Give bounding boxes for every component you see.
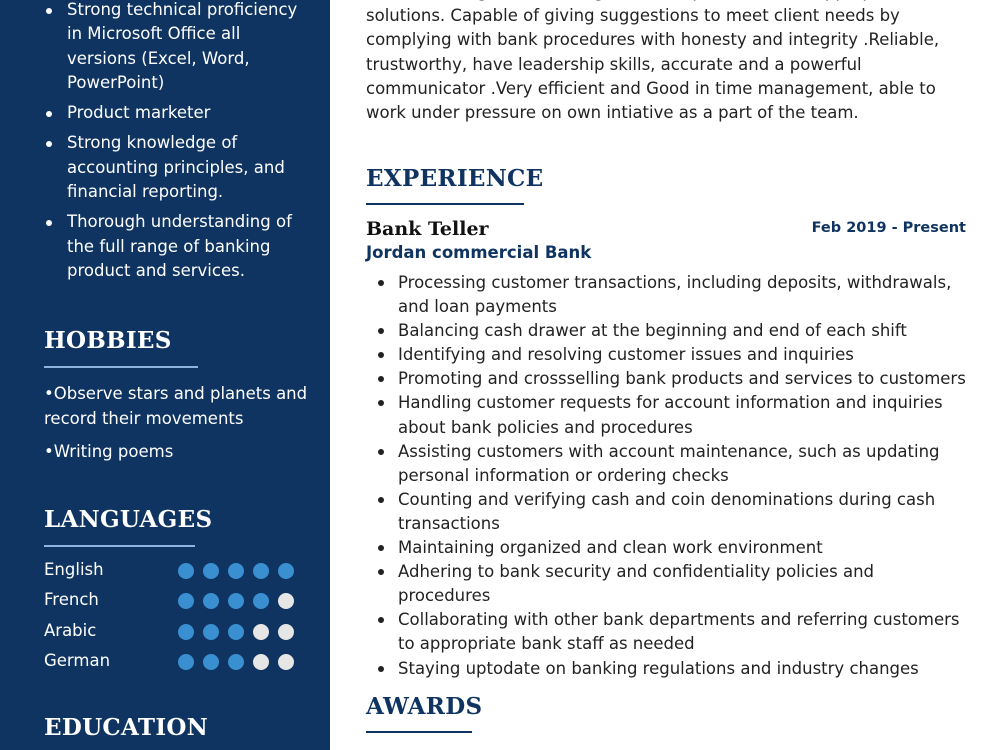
level-dot-empty [278, 593, 294, 609]
level-dot-filled [228, 624, 244, 640]
hobbies-rule [44, 366, 198, 368]
duty-item: Processing customer transactions, including deposits, withdrawals, and loan payments [366, 271, 966, 319]
duty-item: Balancing cash drawer at the beginning and end of each shift [366, 319, 966, 343]
level-dot-filled [178, 593, 194, 609]
level-dot-empty [253, 654, 269, 670]
level-dot-empty [278, 624, 294, 640]
level-dot-empty [253, 624, 269, 640]
level-dot-filled [203, 593, 219, 609]
level-dot-filled [228, 654, 244, 670]
level-dot-filled [178, 654, 194, 670]
duty-item: Adhering to bank security and confidentiality policies and procedures [366, 560, 966, 608]
level-dot-filled [178, 563, 194, 579]
level-dot-filled [203, 624, 219, 640]
duty-item: Collaborating with other bank departments and referring customers to appropriate bank staff as needed [366, 608, 966, 656]
hobbies-list [44, 381, 314, 472]
language-row [44, 649, 300, 673]
language-name: English [44, 560, 104, 579]
level-dot-filled [228, 593, 244, 609]
languages-heading: LANGUAGES [44, 506, 213, 533]
level-dot-filled [228, 563, 244, 579]
language-name: Arabic [44, 621, 97, 640]
language-name: French [44, 590, 99, 609]
language-row [44, 619, 300, 643]
level-dot-filled [253, 563, 269, 579]
duties-list [366, 271, 966, 681]
languages-rule [44, 545, 195, 547]
level-dot-filled [203, 654, 219, 670]
language-name: German [44, 651, 111, 670]
hobby-item: •Observe stars and planets and record their movements [44, 384, 308, 428]
duty-item: Identifying and resolving customer issues and inquiries [366, 343, 966, 367]
level-dot-empty [278, 654, 294, 670]
sidebar [0, 0, 330, 750]
duty-item: Counting and verifying cash and coin denominations during cash transactions [366, 488, 966, 536]
level-dot-filled [278, 563, 294, 579]
skill-item: Product marketer [44, 101, 300, 125]
profile-summary: solutions. Capable of giving suggestions to meet client needs by complying with bank procedures with honesty and integrity .Reliable, trustworthy, have leadership skills, accurate and a powerful communicator .Very efficient and Good in time management, able to work under pressure on own intiative as a part of the team. [366, 6, 940, 123]
experience-rule [366, 203, 524, 205]
duty-item: Handling customer requests for account information and inquiries about bank policies and procedures [366, 391, 966, 439]
skills-list [44, 0, 300, 289]
skill-item: Thorough understanding of the full range of banking product and services. [44, 210, 300, 283]
company-name: Jordan commercial Bank [366, 243, 592, 262]
skill-item: Strong technical proficiency in Microsoft Office all versions (Excel, Word, PowerPoint) [44, 0, 300, 95]
level-dot-filled [203, 563, 219, 579]
education-heading: EDUCATION [44, 714, 209, 741]
level-dot-filled [253, 593, 269, 609]
hobby-item: •Writing poems [44, 442, 174, 461]
awards-rule [366, 731, 472, 733]
duty-item: Promoting and crossselling bank products and services to customers [366, 367, 966, 391]
job-title: Bank Teller [366, 218, 489, 240]
skill-item: Strong knowledge of accounting principles, and financial reporting. [44, 131, 300, 204]
language-row [44, 558, 300, 582]
duty-item: Maintaining organized and clean work environment [366, 536, 966, 560]
language-row [44, 588, 300, 612]
duty-item: Assisting customers with account maintenance, such as updating personal information or ordering checks [366, 440, 966, 488]
job-date: Feb 2019 - Present [811, 220, 966, 236]
duty-item: Staying uptodate on banking regulations and industry changes [366, 657, 966, 681]
hobbies-heading: HOBBIES [44, 327, 172, 354]
awards-heading: AWARDS [366, 693, 483, 720]
experience-heading: EXPERIENCE [366, 165, 544, 192]
level-dot-filled [178, 624, 194, 640]
